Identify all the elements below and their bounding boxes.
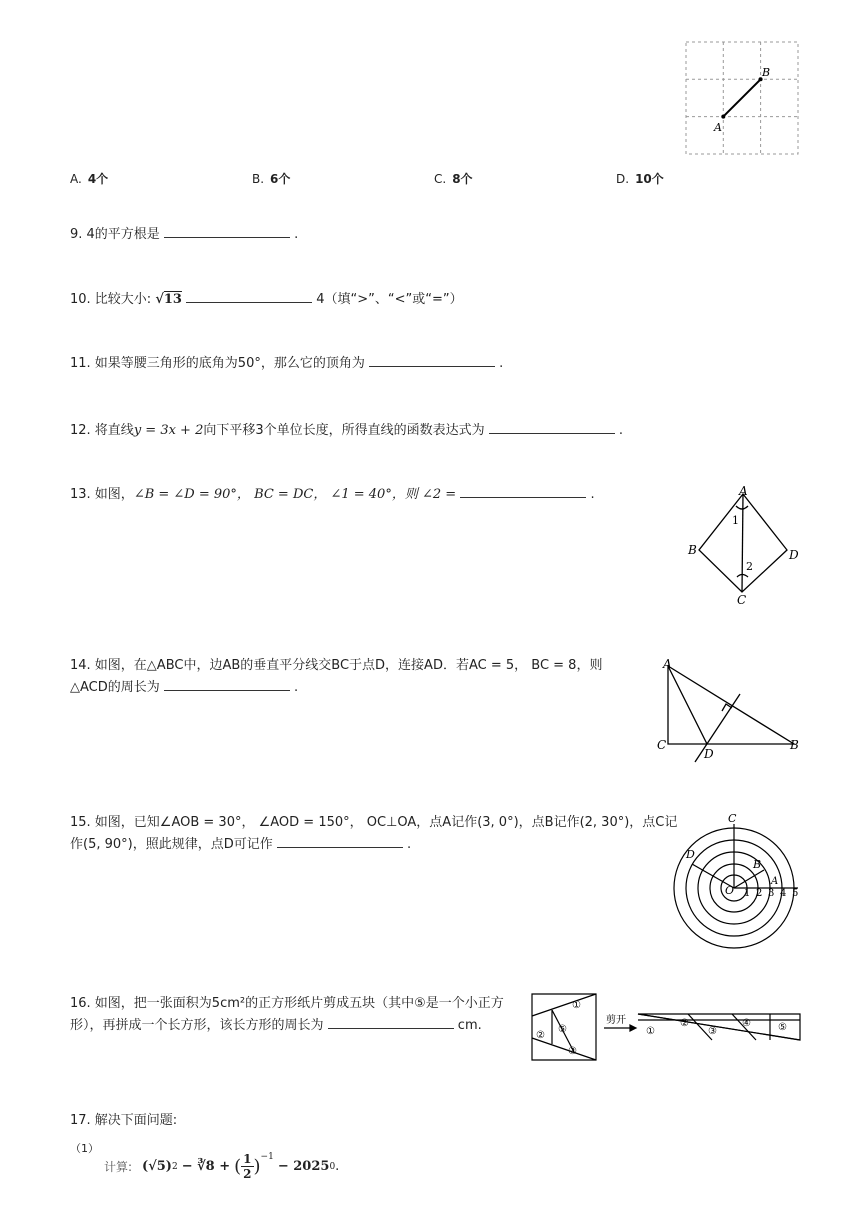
label-a: A	[739, 484, 748, 498]
question-16-line1: 16. 如图，把一张面积为5cm²的正方形纸片剪成五块（其中⑤是一个小正方	[70, 996, 504, 1011]
piece-2-label: ②	[536, 1030, 545, 1041]
triangle-figure	[652, 652, 804, 764]
label-d: D	[686, 848, 695, 861]
question-10: 10. 比较大小: √13 4（填“>”、“<”或“=”）	[70, 288, 463, 311]
tick-1: 1	[744, 888, 751, 899]
question-17-expression: 计算: (√5) 2 − ∛8 + ( 1 2 ) $^{-1}$ − 2025 0 .	[104, 1152, 340, 1181]
cut-arrow-label: 剪开	[606, 1015, 626, 1026]
answer-blank-10[interactable]	[186, 288, 312, 303]
point-a-label: A	[714, 121, 722, 134]
option-a: A. 4个	[70, 172, 109, 186]
label-d: D	[704, 747, 714, 761]
question-15-line1: 15. 如图，已知∠AOB = 30°， ∠AOD = 150°， OC⊥OA，点A记作(3, 0°)，点B记作(2, 30°)，点C记	[70, 815, 678, 830]
question-16-line2: 形），再拼成一个长方形，该长方形的周长为 cm.	[70, 1014, 482, 1037]
answer-blank-12[interactable]	[489, 419, 615, 434]
question-12: 12. 将直线y = 3x + 2向下平移3个单位长度，所得直线的函数表达式为 .	[70, 419, 623, 442]
tick-4: 4	[780, 888, 787, 899]
label-a: A	[771, 876, 779, 887]
question-17-part: （1）	[70, 1142, 99, 1155]
answer-blank-16[interactable]	[328, 1014, 454, 1029]
angle-2-label: 2	[746, 560, 753, 573]
question-13: 13. 如图，∠B = ∠D = 90°， BC = DC， ∠1 = 40°，则 ∠2 = .	[70, 483, 595, 506]
question-15-line2: 作(5, 90°)，照此规律，点D可记作 .	[70, 833, 411, 856]
label-c: C	[657, 738, 667, 752]
angle-1-label: 1	[732, 514, 739, 527]
point-b-label: B	[762, 66, 771, 79]
label-o: O	[725, 884, 735, 897]
kite-figure	[684, 484, 804, 608]
rect-piece-2-label: ②	[680, 1018, 689, 1029]
square-cut-figure	[528, 990, 804, 1066]
label-c: C	[728, 812, 737, 825]
label-c: C	[737, 593, 747, 607]
piece-1-label: ①	[572, 1000, 581, 1011]
rect-piece-4-label: ④	[742, 1018, 751, 1029]
answer-blank-13[interactable]	[460, 483, 586, 498]
label-b: B	[790, 738, 799, 752]
option-b: B. 6个	[252, 172, 291, 186]
tick-5: 5	[792, 888, 799, 899]
piece-5-label: ⑤	[558, 1024, 567, 1035]
polar-figure	[668, 810, 810, 954]
rect-piece-1-label: ①	[646, 1026, 655, 1037]
rect-piece-5-label: ⑤	[778, 1022, 787, 1033]
question-17-title: 17. 解决下面问题:	[70, 1113, 178, 1128]
piece-3-label: ③	[568, 1046, 577, 1057]
label-a: A	[663, 657, 672, 671]
question-11: 11. 如果等腰三角形的底角为50°，那么它的顶角为 .	[70, 352, 503, 375]
label-b: B	[688, 543, 697, 557]
tick-2: 2	[756, 888, 763, 899]
grid-figure	[684, 40, 802, 158]
answer-blank-14[interactable]	[164, 676, 290, 691]
question-14-line2: △ACD的周长为 .	[70, 676, 298, 699]
question-9: 9. 4的平方根是 .	[70, 223, 298, 246]
option-c: C. 8个	[434, 172, 473, 186]
label-b: B	[753, 858, 762, 871]
tick-3: 3	[768, 888, 775, 899]
answer-blank-9[interactable]	[164, 223, 290, 238]
answer-blank-15[interactable]	[277, 833, 403, 848]
option-d: D. 10个	[616, 172, 664, 186]
question-14-line1: 14. 如图，在△ABC中，边AB的垂直平分线交BC于点D，连接AD．若AC = 5， BC = 8，则	[70, 658, 603, 673]
label-d: D	[789, 548, 799, 562]
rect-piece-3-label: ③	[708, 1026, 717, 1037]
answer-blank-11[interactable]	[369, 352, 495, 367]
